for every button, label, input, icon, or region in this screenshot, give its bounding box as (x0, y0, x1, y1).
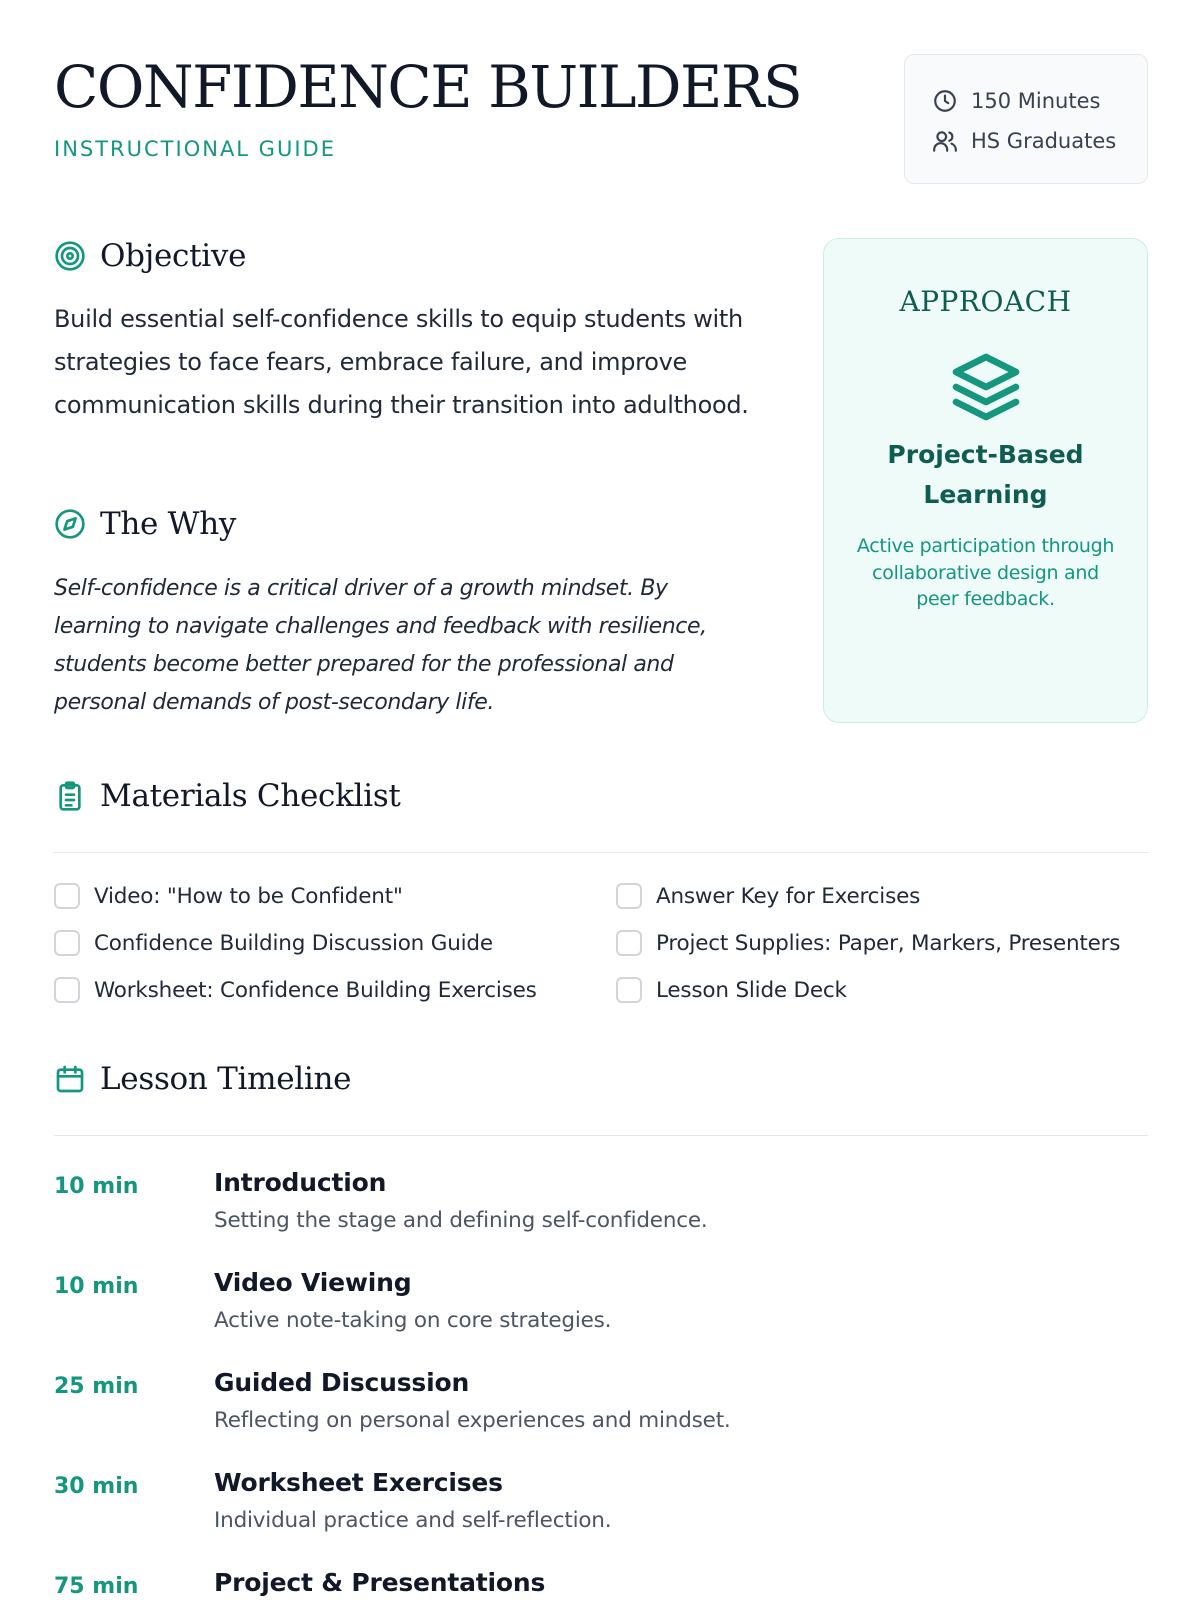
objective-text: Build essential self-confidence skills to equip students with strategies to face fears, embrace failure, and improve communication skills during their transition into adulthood. (54, 305, 749, 419)
approach-label: APPROACH (899, 285, 1072, 318)
checklist-item-label: Worksheet: Confidence Building Exercises (94, 977, 537, 1003)
objective-heading (54, 238, 246, 274)
lesson-meta-box (904, 54, 1148, 184)
timeline-title: Video Viewing (214, 1268, 412, 1297)
approach-name: Project-Based Learning (887, 440, 1084, 509)
checkbox[interactable] (616, 977, 642, 1003)
checklist-item[interactable] (616, 977, 847, 1003)
layers-icon (944, 347, 1028, 427)
users-icon (931, 127, 959, 155)
checklist-item[interactable] (616, 930, 1120, 956)
checkbox[interactable] (54, 883, 80, 909)
timeline-heading (54, 1061, 351, 1097)
checklist-item[interactable] (54, 977, 537, 1003)
objective-heading-text: Objective (100, 238, 247, 274)
why-heading (54, 506, 236, 542)
checkbox[interactable] (616, 883, 642, 909)
clipboard-icon (54, 780, 86, 812)
checklist-item-label: Video: "How to be Confident" (94, 883, 403, 909)
timeline-title: Worksheet Exercises (214, 1468, 503, 1497)
duration-row (931, 81, 1147, 121)
why-heading-text: The Why (100, 506, 237, 542)
timeline-title: Guided Discussion (214, 1368, 470, 1397)
timeline-heading-text: Lesson Timeline (100, 1061, 352, 1097)
timeline-desc: Individual practice and self-reflection. (214, 1508, 612, 1533)
materials-heading-text: Materials Checklist (100, 778, 401, 814)
checklist-item-label: Confidence Building Discussion Guide (94, 930, 493, 956)
target-icon (54, 240, 86, 272)
timeline-time: 10 min (54, 1174, 139, 1199)
page-title: CONFIDENCE BUILDERS (54, 53, 802, 121)
approach-card (823, 238, 1148, 723)
why-text: Self-confidence is a critical driver of a growth mindset. By learning to navigate challenges and feedback with resilience, students become better prepared for the professional and personal demands of post-secondary life. (54, 576, 707, 715)
checklist-item[interactable] (616, 883, 920, 909)
timeline-title: Project & Presentations (214, 1568, 546, 1597)
timeline-desc: Setting the stage and defining self-confidence. (214, 1208, 708, 1233)
checkbox[interactable] (54, 930, 80, 956)
materials-divider (54, 852, 1148, 853)
timeline-desc: Reflecting on personal experiences and mindset. (214, 1408, 731, 1433)
checklist-item-label: Lesson Slide Deck (656, 977, 847, 1003)
timeline-time: 10 min (54, 1274, 139, 1299)
timeline-time: 25 min (54, 1374, 139, 1399)
checkbox[interactable] (54, 977, 80, 1003)
checklist-item[interactable] (54, 930, 493, 956)
timeline-time: 30 min (54, 1474, 139, 1499)
audience-text: HS Graduates (971, 129, 1117, 153)
page-subtitle: INSTRUCTIONAL GUIDE (54, 137, 336, 161)
compass-icon (54, 508, 86, 540)
audience-row (931, 121, 1147, 161)
lesson-guide-page (54, 0, 1148, 1600)
timeline-desc: Active note-taking on core strategies. (214, 1308, 612, 1333)
checkbox[interactable] (616, 930, 642, 956)
checklist-item-label: Project Supplies: Paper, Markers, Presenters (656, 930, 1121, 956)
timeline-title: Introduction (214, 1168, 387, 1197)
checklist-item[interactable] (54, 883, 403, 909)
materials-heading (54, 778, 401, 814)
checklist-item-label: Answer Key for Exercises (656, 883, 921, 909)
approach-description: Active participation through collaborative design and peer feedback. (856, 535, 1115, 610)
timeline-time: 75 min (54, 1574, 139, 1599)
calendar-icon (54, 1063, 86, 1095)
duration-text: 150 Minutes (971, 89, 1101, 113)
timeline-divider (54, 1135, 1148, 1136)
clock-icon (931, 87, 959, 115)
